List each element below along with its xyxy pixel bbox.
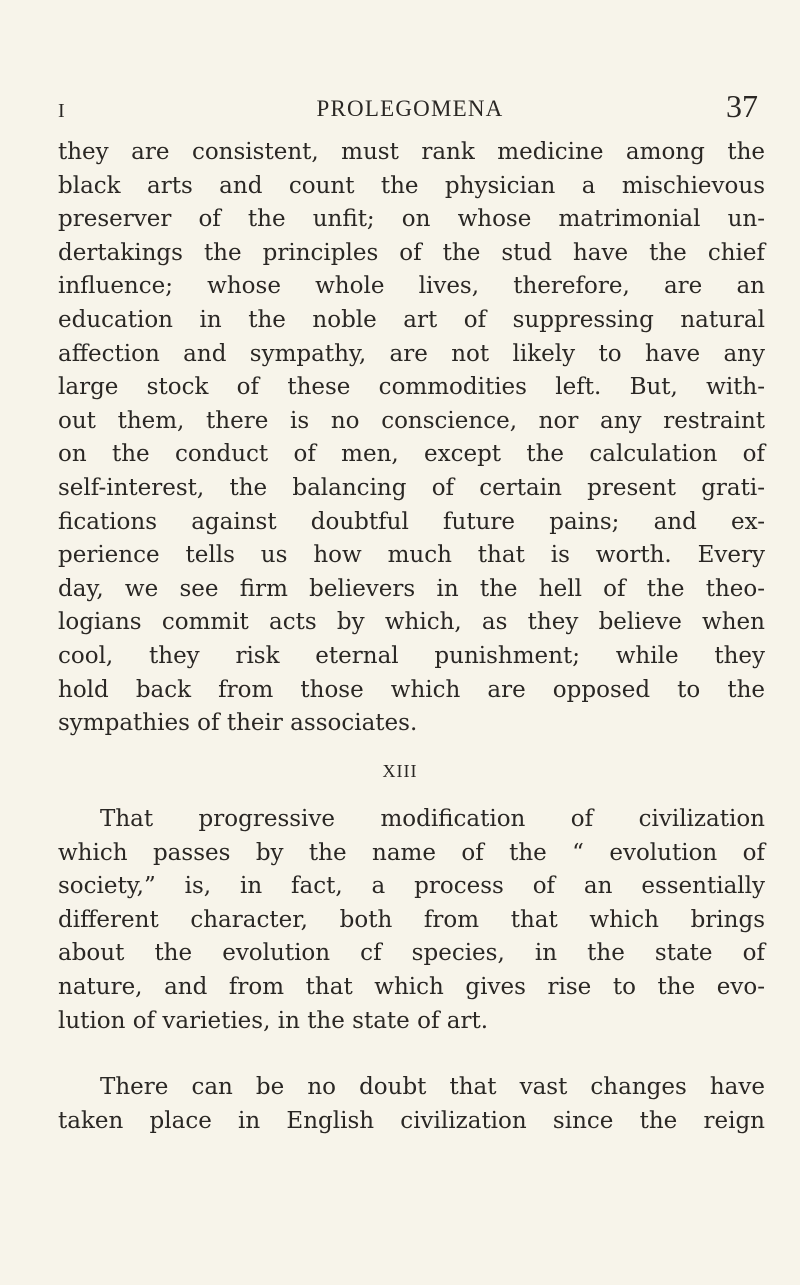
page-number: 37	[726, 88, 758, 124]
section-number: XIII	[382, 761, 418, 781]
text-line: There can be no doubt that vast changes have	[100, 1074, 765, 1100]
text-line: on the conduct of men, except the calculation of	[58, 441, 765, 468]
text-line: society,” is, in fact, a process of an essentially	[58, 873, 765, 900]
text-line: lution of varieties, in the state of art.	[58, 1007, 489, 1034]
running-title: PROLEGOMENA	[316, 96, 504, 121]
text-line: self-interest, the balancing of certain present grati-	[58, 474, 765, 501]
text-line: black arts and count the physician a mischievous	[58, 172, 765, 199]
text-line: logians commit acts by which, as they believe when	[58, 609, 765, 636]
text-line: perience tells us how much that is worth. Every	[58, 542, 765, 569]
text-line: out them, there is no conscience, nor any restraint	[58, 407, 765, 434]
text-line: education in the noble art of suppressing natural	[58, 306, 765, 333]
text-line: different character, both from that which brings	[58, 906, 765, 933]
text-line: day, we see firm believers in the hell of the theo-	[58, 575, 765, 602]
text-line: dertakings the principles of the stud have the chief	[58, 239, 765, 266]
text-line: which passes by the name of the “ evolution of	[58, 839, 765, 866]
text-line: influence; whose whole lives, therefore, are an	[58, 273, 765, 300]
text-line: sympathies of their associates.	[58, 710, 418, 737]
chapter-number: I	[58, 100, 65, 122]
text-line: fications against doubtful future pains; and ex-	[58, 508, 765, 535]
text-line: That progressive modification of civilization	[100, 806, 765, 832]
text-line: cool, they risk eternal punishment; while they	[58, 642, 765, 669]
text-line: hold back from those which are opposed to the	[58, 676, 765, 703]
paragraph-2	[58, 803, 765, 1038]
page-header	[58, 88, 762, 128]
paragraph-1	[58, 136, 765, 741]
text-line: large stock of these commodities left. But, with-	[58, 374, 765, 401]
text-line: taken place in English civilization since the reign	[58, 1107, 765, 1134]
text-line: about the evolution cf species, in the state of	[58, 940, 765, 967]
text-line: they are consistent, must rank medicine among the	[58, 139, 765, 165]
text-line: nature, and from that which gives rise to the evo-	[58, 973, 765, 1000]
paragraph-3	[58, 1071, 765, 1138]
text-line: preserver of the unfit; on whose matrimonial un-	[58, 206, 765, 233]
text-line: affection and sympathy, are not likely to have any	[58, 340, 765, 367]
